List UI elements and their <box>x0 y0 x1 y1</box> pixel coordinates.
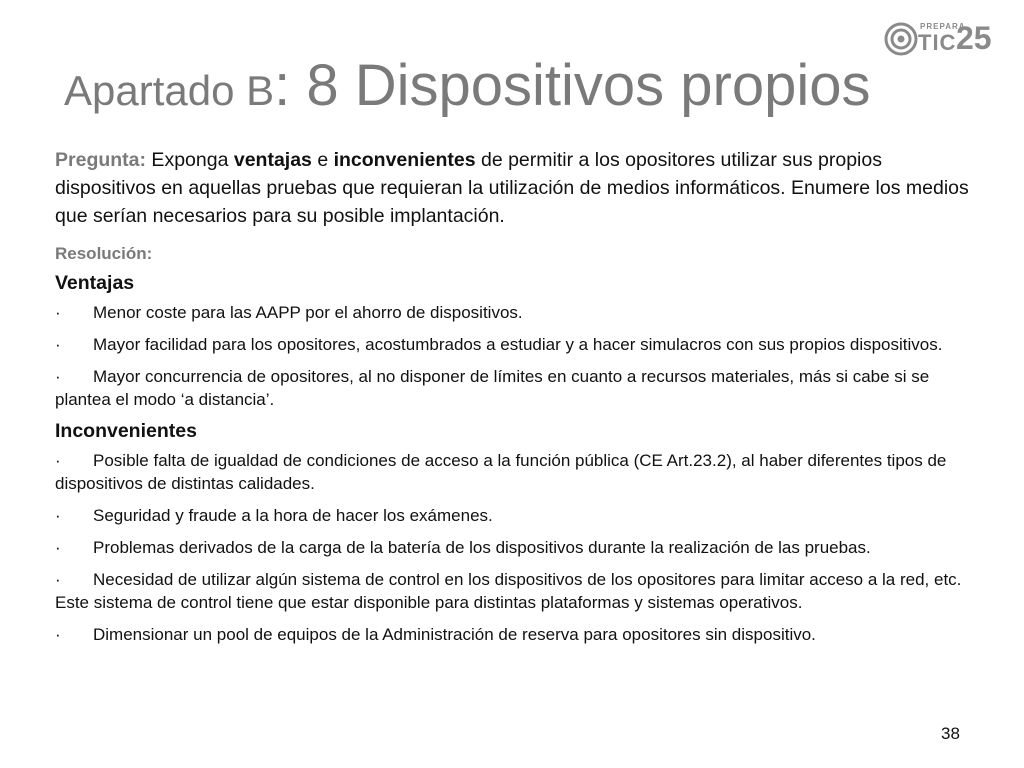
ventajas-heading: Ventajas <box>55 272 135 294</box>
list-item <box>55 301 985 324</box>
question-paragraph <box>55 146 985 230</box>
logo-number: 25 <box>956 20 992 56</box>
slide-title-part1: Apartado B <box>64 67 275 114</box>
question-text-1: Exponga <box>146 149 234 171</box>
list-item-text: Mayor facilidad para los opositores, acostumbrados a estudiar y a hacer simulacros con sus propios dispositivos. <box>93 335 943 354</box>
list-item <box>55 536 985 559</box>
list-item-text: Mayor concurrencia de opositores, al no disponer de límites en cuanto a recursos materiales, más si cabe si se plantea el modo ‘a distancia’. <box>55 367 930 409</box>
resolution-label: Resolución: <box>55 244 153 263</box>
bullet: · <box>55 625 61 644</box>
logo-prepara-text: PREPARA <box>920 22 966 31</box>
list-item <box>55 504 985 527</box>
question-text-2: e <box>311 149 334 171</box>
slide-content <box>55 146 985 655</box>
inconvenientes-list <box>55 449 985 646</box>
list-item-text: Posible falta de igualdad de condiciones de acceso a la función pública (CE Art.23.2), al haber diferentes tipos de dispositivos de distintas calidades. <box>55 451 947 493</box>
bullet: · <box>55 506 61 525</box>
list-item-text: Menor coste para las AAPP por el ahorro de dispositivos. <box>93 303 523 322</box>
bullet: · <box>55 367 61 386</box>
question-bold-inconvenientes: inconvenientes <box>333 149 476 171</box>
page-number: 38 <box>941 724 960 743</box>
list-item <box>55 449 985 495</box>
logo-tic-text: TIC <box>918 30 957 55</box>
inconvenientes-heading: Inconvenientes <box>55 420 197 442</box>
bullet: · <box>55 538 61 557</box>
ventajas-list <box>55 301 985 411</box>
list-item <box>55 568 985 614</box>
question-text-3: de permitir a los opositores utilizar sus propios dispositivos en aquellas pruebas que requieran la utilización de medios informáticos. Enumere los medios que serían necesarios para su posible implantación. <box>55 149 969 227</box>
list-item-text: Dimensionar un pool de equipos de la Administración de reserva para opositores sin dispositivo. <box>93 625 816 644</box>
list-item <box>55 623 985 646</box>
list-item-text: Problemas derivados de la carga de la batería de los dispositivos durante la realización de las pruebas. <box>93 538 871 557</box>
bullet: · <box>55 303 61 322</box>
bullet: · <box>55 335 61 354</box>
prepara-tic-25-logo <box>884 18 1004 58</box>
bullet: · <box>55 570 61 589</box>
bullet: · <box>55 451 61 470</box>
list-item-text: Seguridad y fraude a la hora de hacer los exámenes. <box>93 506 493 525</box>
logo-circles-icon <box>884 22 918 56</box>
list-item <box>55 365 985 411</box>
slide-title-part2: : 8 Dispositivos propios <box>274 53 871 118</box>
slide-title <box>64 52 871 119</box>
question-label: Pregunta: <box>55 149 147 171</box>
question-bold-ventajas: ventajas <box>233 149 312 171</box>
list-item <box>55 333 985 356</box>
list-item-text: Necesidad de utilizar algún sistema de control en los dispositivos de los opositores para limitar acceso a la red, etc. Este sistema de control tiene que estar disponible para distintas plataformas y sistemas operativos. <box>55 570 962 612</box>
